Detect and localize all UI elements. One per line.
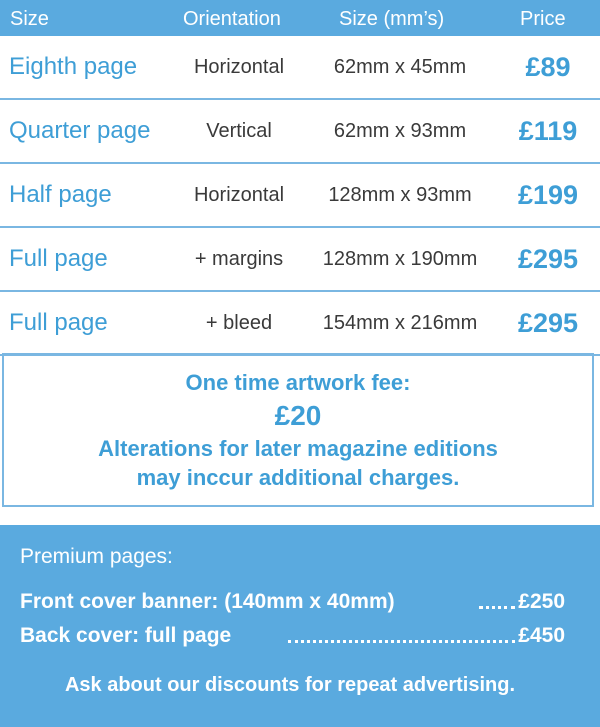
discount-note: Ask about our discounts for repeat advertising. [64,674,516,696]
fee-title: One time artwork fee: [185,370,411,395]
row-ad-size: Eighth page [9,53,138,80]
row-orientation: Horizontal [193,184,285,206]
table-row [0,164,600,228]
row-dimensions: 128mm x 93mm [328,184,472,206]
fee-note-line1: Alterations for later magazine editions [98,436,498,461]
artwork-fee-box [2,353,594,507]
premium-item-back-cover [20,624,565,652]
price-table [0,36,600,356]
row-dimensions: 62mm x 93mm [333,120,467,142]
row-ad-size: Half page [9,181,112,208]
row-dimensions: 62mm x 45mm [333,56,467,78]
row-ad-size: Quarter page [9,117,151,144]
row-dimensions: 128mm x 190mm [322,248,478,270]
premium-item-price: £450 [518,624,565,647]
premium-item-label: Front cover banner: (140mm x 40mm) [20,590,395,613]
leader-dots [288,640,515,643]
row-dimensions: 154mm x 216mm [322,312,478,334]
premium-pages-panel [0,525,600,727]
row-orientation: + bleed [205,312,273,334]
header-price: Price [520,8,566,30]
leader-dots [479,606,515,609]
fee-amount: £20 [274,400,322,431]
row-ad-size: Full page [9,245,108,272]
premium-item-label: Back cover: full page [20,624,232,647]
row-orientation: + margins [194,248,284,270]
row-price: £89 [525,52,571,82]
row-orientation: Horizontal [193,56,285,78]
fee-note-line2: may inccur additional charges. [136,465,460,490]
row-ad-size: Full page [9,309,108,336]
row-price: £199 [517,180,579,210]
premium-item-front-cover [20,590,565,618]
table-row [0,100,600,164]
row-price: £119 [518,116,578,146]
header-dimensions: Size (mm’s) [339,8,445,30]
table-row [0,292,600,356]
table-header [0,0,600,36]
premium-item-price: £250 [518,590,565,613]
row-orientation: Vertical [206,120,272,142]
header-size: Size [10,8,49,30]
table-row [0,228,600,292]
premium-title: Premium pages: [20,545,173,568]
row-price: £295 [517,244,579,274]
row-price: £295 [517,308,579,338]
header-orientation: Orientation [183,8,281,30]
table-row [0,36,600,100]
